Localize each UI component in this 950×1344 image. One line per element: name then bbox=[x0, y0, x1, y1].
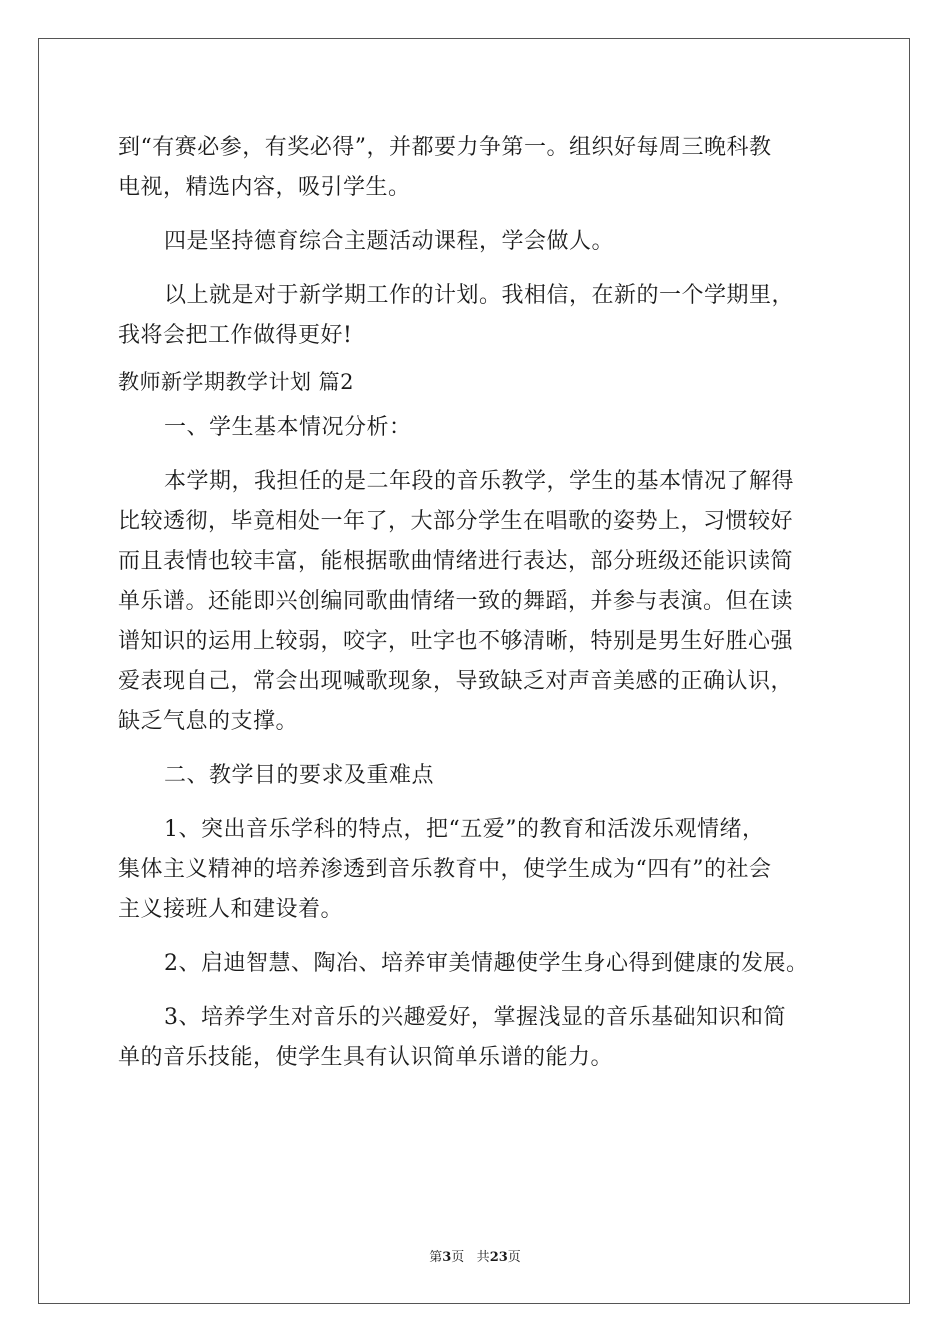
subsection-heading: 一、学生基本情况分析： bbox=[164, 415, 412, 440]
footer-total-suffix: 页 bbox=[507, 1250, 521, 1265]
paragraph-line: 单的音乐技能，使学生具有认识简单乐谱的能力。 bbox=[118, 1045, 614, 1070]
paragraph-line: 2、启迪智慧、陶冶、培养审美情趣使学生身心得到健康的发展。 bbox=[164, 951, 809, 976]
total-page-count: 23 bbox=[489, 1250, 508, 1265]
page-footer bbox=[0, 1246, 950, 1265]
paragraph-line: 电视，精选内容，吸引学生。 bbox=[118, 175, 411, 200]
footer-total-prefix: 共 bbox=[476, 1250, 490, 1265]
paragraph-line: 本学期，我担任的是二年段的音乐教学，学生的基本情况了解得 bbox=[164, 469, 795, 494]
subsection-heading: 二、教学目的要求及重难点 bbox=[164, 763, 435, 788]
paragraph-line: 单乐谱。还能即兴创编同歌曲情绪一致的舞蹈，并参与表演。但在读 bbox=[118, 589, 794, 614]
paragraph-line: 缺乏气息的支撑。 bbox=[118, 709, 299, 734]
paragraph-line: 到“有赛必参，有奖必得”，并都要力争第一。组织好每周三晚科教 bbox=[118, 135, 772, 160]
footer-page-suffix: 页 bbox=[451, 1250, 465, 1265]
current-page-number: 3 bbox=[442, 1250, 452, 1265]
paragraph-line: 1、突出音乐学科的特点，把“五爱”的教育和活泼乐观情绪， bbox=[164, 817, 765, 842]
footer-prefix: 第 bbox=[429, 1250, 443, 1265]
paragraph-line: 爱表现自己，常会出现喊歌现象，导致缺乏对声音美感的正确认识， bbox=[118, 669, 794, 694]
document-body bbox=[118, 128, 834, 1078]
paragraph-line: 谱知识的运用上较弱，咬字，吐字也不够清晰，特别是男生好胜心强 bbox=[118, 629, 794, 654]
paragraph-line: 以上就是对于新学期工作的计划。我相信，在新的一个学期里， bbox=[164, 283, 795, 308]
paragraph-line: 比较透彻，毕竟相处一年了，大部分学生在唱歌的姿势上，习惯较好 bbox=[118, 509, 794, 534]
section-heading: 教师新学期教学计划 篇2 bbox=[118, 370, 355, 394]
paragraph-line: 主义接班人和建设着。 bbox=[118, 897, 344, 922]
paragraph-line: 四是坚持德育综合主题活动课程，学会做人。 bbox=[164, 229, 615, 254]
paragraph-line: 3、培养学生对音乐的兴趣爱好，掌握浅显的音乐基础知识和简 bbox=[164, 1005, 786, 1030]
paragraph-line: 我将会把工作做得更好! bbox=[118, 323, 353, 348]
paragraph-line: 而且表情也较丰富，能根据歌曲情绪进行表达，部分班级还能识读简 bbox=[118, 549, 794, 574]
paragraph-line: 集体主义精神的培养渗透到音乐教育中，使学生成为“四有”的社会 bbox=[118, 857, 772, 882]
